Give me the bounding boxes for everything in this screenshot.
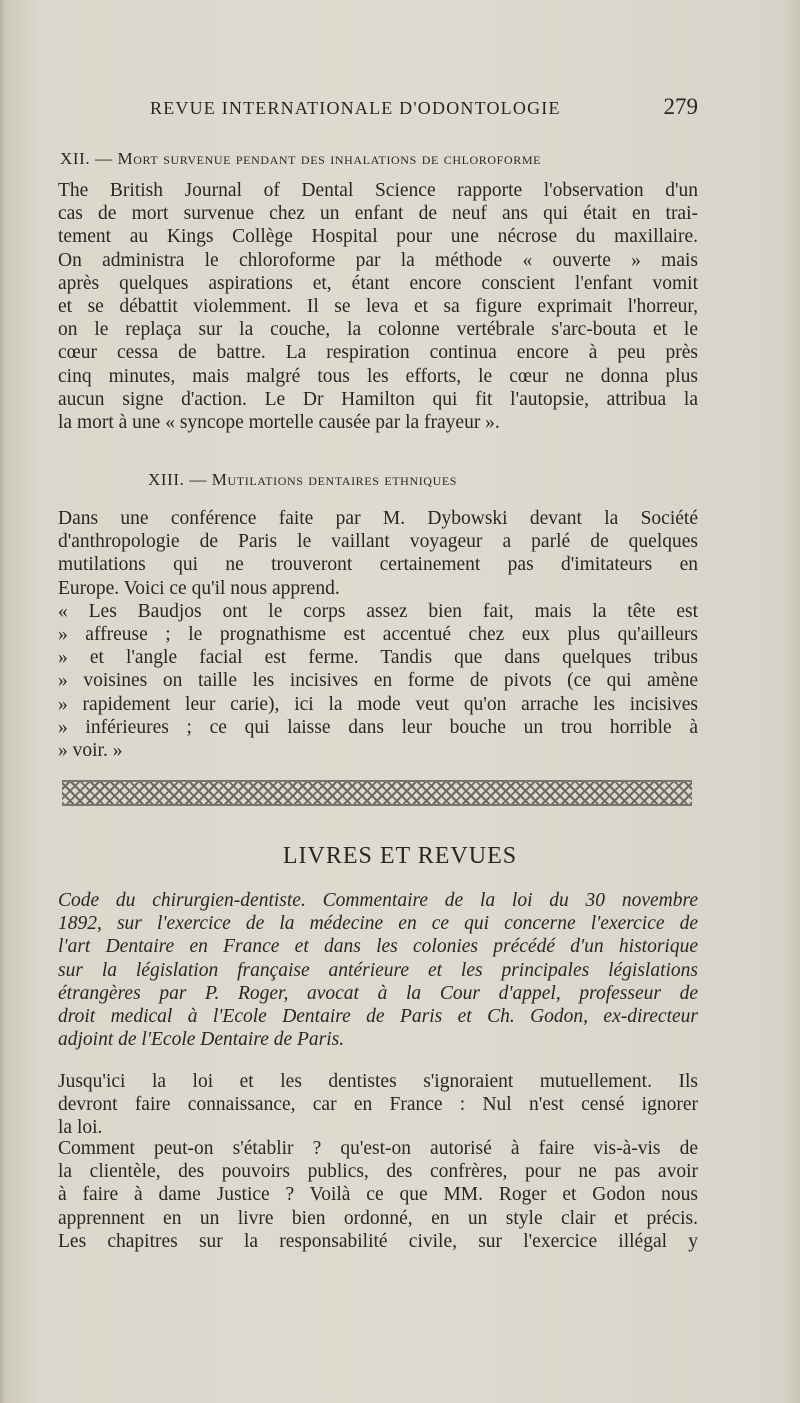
section-xiii-body: Dans une conférence faite par M. Dybowski devant la Société d'anthropologie de Paris le vaillant voyageur a parlé de quelques mutilations qui ne trouveront certainement pas d'imitateurs en Europe. Voici ce qu'il nous apprend. « Les Baudjos ont le corps assez bien fait, mais la tête est » affreuse ; le prognathisme est accentué chez eux plus qu'ailleurs » et l'angle facial est ferme. Tandis que dans quelques tribus » voisines on taille les incisives en forme de pivots (ce qui amène » rapidement leur carie), ici la mode veut qu'on arrache les incisives » inférieures ; ce qui laisse dans leur bouche un trou horrible à » voir. » (58, 508, 698, 761)
section-xii-body: The British Journal of Dental Science rapporte l'observation d'un cas de mort survenue chez un enfant de neuf ans qui était en trai- tement au Kings Collège Hospital pour une nécrose du maxillaire. On administra le chloroforme par la méthode « ouverte » mais après quelques aspirations et, étant encore conscient l'enfant vomit et se débattit violemment. Il se leva et sa figure exprimait l'horreur, on le replaça sur la couche, la colonne vertébrale s'arc-bouta et le cœur cessa de battre. La respiration continua encore à peu près cinq minutes, mais malgré tous les efforts, le cœur ne donna plus aucun signe d'action. Le Dr Hamilton qui fit l'autopsie, attribua la la mort à une « syncope mortelle causée par la frayeur ». (58, 180, 698, 433)
review-citation: Code du chirurgien-dentiste. Commentaire de la loi du 30 novembre 1892, sur l'exercice de la médecine en ce qui concerne l'exercice de l'art Dentaire en France et dans les colonies précédé d'un historique sur la législation française antérieure et les principales législations étrangères par P. Roger, avocat à la Cour d'appel, professeur de droit medical à l'Ecole Dentaire de Paris et Ch. Godon, ex-directeur adjoint de l'Ecole Dentaire de Paris. (58, 890, 698, 1051)
page-number: 279 (663, 94, 698, 119)
section-xii-title: XII. — Mort survenue pendant des inhalations de chloroforme (60, 149, 542, 168)
review-paragraph-2: Comment peut-on s'établir ? qu'est-on autorisé à faire vis-à-vis de la clientèle, des pouvoirs publics, des confrères, pour ne pas avoir à faire à dame Justice ? Voilà ce que MM. Roger et Godon nous apprennent en un livre bien ordonné, en un style clair et précis. Les chapitres sur la responsabilité civile, sur l'exercice illégal y (58, 1138, 698, 1252)
decorative-ornament-divider (62, 780, 692, 806)
section-xiii-title: XIII. — Mutilations dentaires ethniques (148, 470, 458, 489)
review-paragraph-1: Jusqu'ici la loi et les dentistes s'ignoraient mutuellement. Ils devront faire connaissance, car en France : Nul n'est censé ignorer la loi. (58, 1071, 698, 1139)
running-title: REVUE INTERNATIONALE D'ODONTOLOGIE (150, 98, 561, 118)
livres-et-revues-title: LIVRES ET REVUES (282, 843, 518, 869)
running-header (150, 94, 698, 119)
